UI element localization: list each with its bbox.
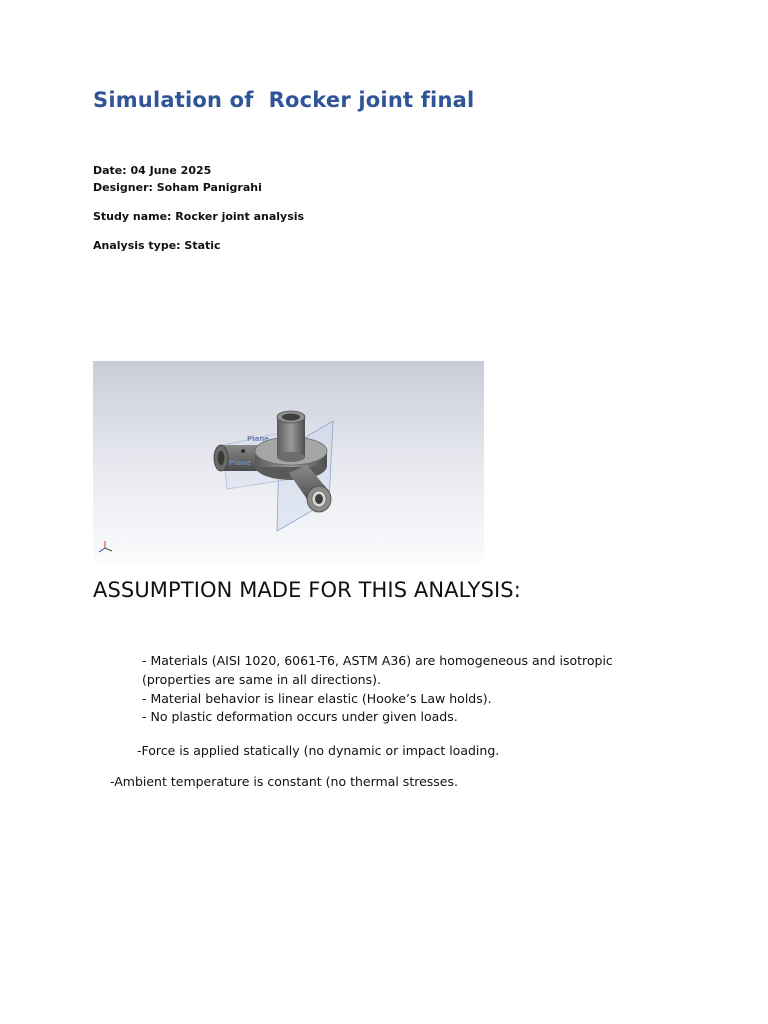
study-name-line: Study name: Rocker joint analysis: [93, 210, 305, 223]
plane-label: Plane: [229, 459, 251, 467]
assumption-item: -Force is applied statically (no dynamic or impact loading.: [137, 743, 500, 758]
assumptions-heading: ASSUMPTION MADE FOR THIS ANALYSIS:: [93, 578, 521, 602]
assumption-item: - Materials (AISI 1020, 6061-T6, ASTM A36) are homogeneous and isotropic (properties are same in all directions).: [142, 653, 613, 687]
rocker-joint-render: [93, 361, 484, 563]
analysis-type-line: Analysis type: Static: [93, 239, 221, 252]
plane-label: Plane: [247, 435, 269, 443]
page-title: Simulation of Rocker joint final: [93, 88, 475, 112]
date-line: Date: 04 June 2025: [93, 164, 212, 177]
designer-line: Designer: Soham Panigrahi: [93, 181, 262, 194]
model-figure: [93, 361, 484, 563]
assumption-item: - Material behavior is linear elastic (Hooke’s Law holds).: [142, 691, 492, 706]
vertical-post: [277, 411, 305, 462]
assumption-item: -Ambient temperature is constant (no thermal stresses.: [110, 774, 458, 789]
assumption-item: - No plastic deformation occurs under given loads.: [142, 709, 458, 724]
